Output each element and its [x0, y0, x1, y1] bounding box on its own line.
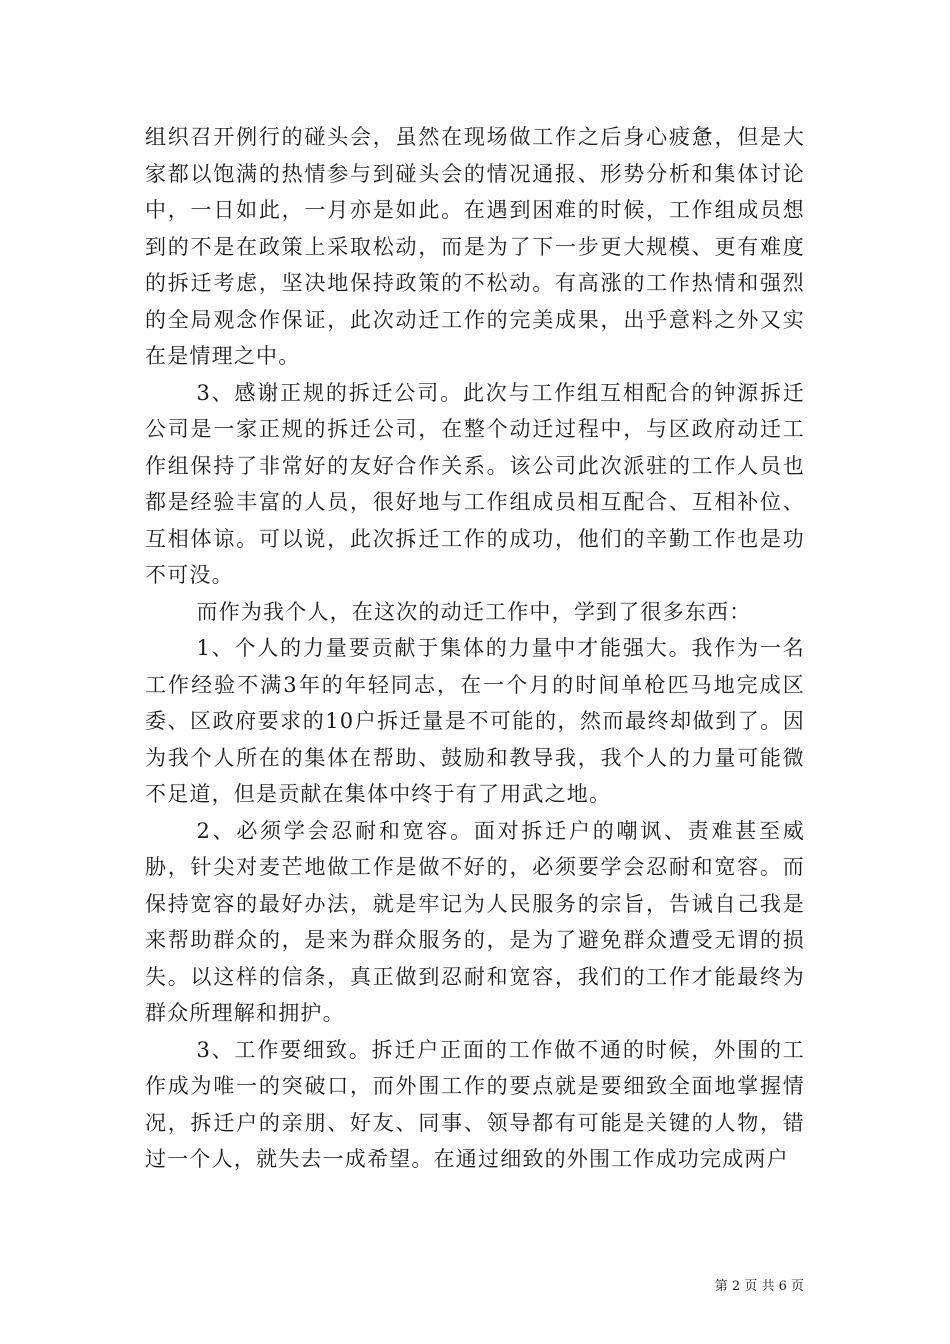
- paragraph-personal-intro: 而作为我个人，在这次的动迁工作中，学到了很多东西：: [196, 599, 752, 624]
- paragraph-thanks-company: 3、感谢正规的拆迁公司。此次与工作组互相配合的钟源拆迁公司是一家正规的拆迁公司，在整个动迁过程中，与区政府动迁工作组保持了非常好的友好合作关系。该公司此次派驻的工作人员也都是经验丰富的人员，很好地与工作组成员相互配合、互相补位、互相体谅。可以说，此次拆迁工作的成功，他们的辛勤工作也是功不可没。: [145, 380, 805, 587]
- paragraph-lesson-1: 1、个人的力量要贡献于集体的力量中才能强大。我作为一名工作经验不满3年的年轻同志，在一个月的时间单枪匹马地完成区委、区政府要求的10户拆迁量是不可能的，然而最终却做到了。因为我个人所在的集体在帮助、鼓励和教导我，我个人的力量可能微不足道，但是贡献在集体中终于有了用武之地。: [145, 636, 805, 806]
- paragraph-lesson-2: 2、必须学会忍耐和宽容。面对拆迁户的嘲讽、责难甚至威胁，针尖对麦芒地做工作是做不好的，必须要学会忍耐和宽容。而保持宽容的最好办法，就是牢记为人民服务的宗旨，告诫自己我是来帮助群众的，是来为群众服务的，是为了避免群众遭受无谓的损失。以这样的信条，真正做到忍耐和宽容，我们的工作才能最终为群众所理解和拥护。: [145, 818, 805, 1025]
- page-number-footer: 第 2 页 共 6 页: [714, 1279, 804, 1294]
- paragraph-lesson-3: 3、工作要细致。拆迁户正面的工作做不通的时候，外围的工作成为唯一的突破口，而外围工作的要点就是要细致全面地掌握情况，拆迁户的亲朋、好友、同事、领导都有可能是关键的人物，错过一个人，就失去一成希望。在通过细致的外围工作成功完成两户: [145, 1037, 805, 1171]
- document-body: [145, 119, 805, 1178]
- paragraph-continuation: 组织召开例行的碰头会，虽然在现场做工作之后身心疲惫，但是大家都以饱满的热情参与到碰头会的情况通报、形势分析和集体讨论中，一日如此，一月亦是如此。在遇到困难的时候，工作组成员想到的不是在政策上采取松动，而是为了下一步更大规模、更有难度的拆迁考虑，坚决地保持政策的不松动。有高涨的工作热情和强烈的全局观念作保证，此次动迁工作的完美成果，出乎意料之外又实在是情理之中。: [145, 125, 805, 368]
